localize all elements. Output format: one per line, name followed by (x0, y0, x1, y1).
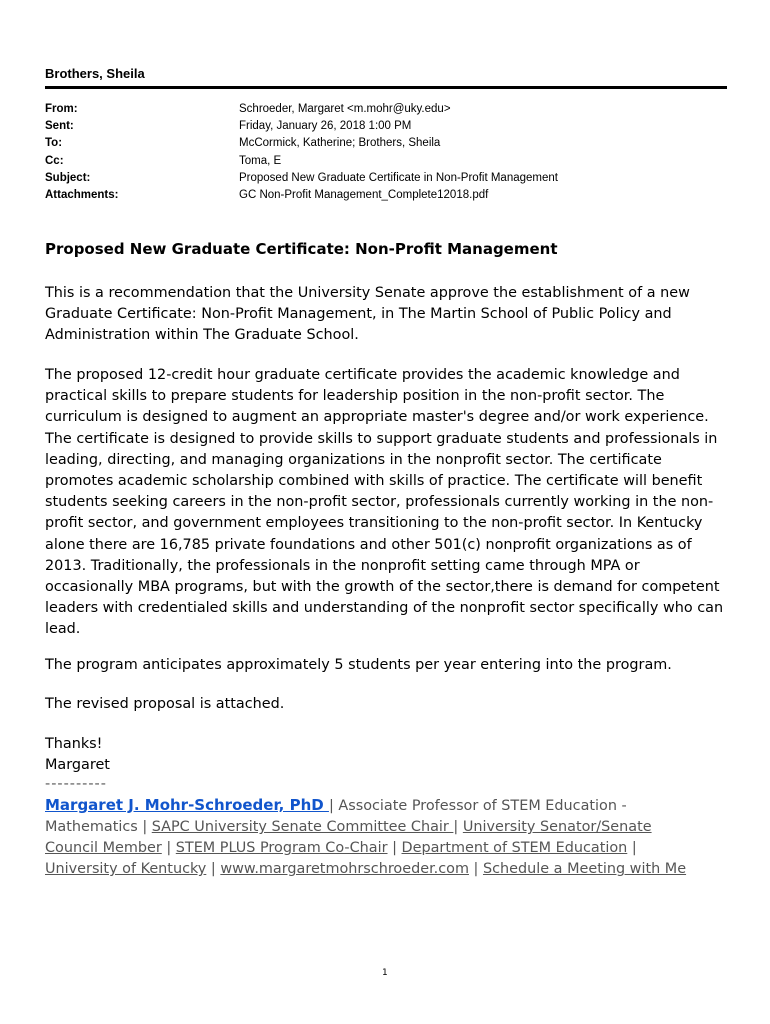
sapc-chair-link[interactable]: SAPC University Senate Committee Chair (151, 819, 454, 835)
thanks-line: Thanks! (45, 736, 103, 752)
cc-value: Toma, E (239, 154, 282, 167)
separator: | (453, 819, 463, 835)
separator: | (387, 840, 402, 856)
schedule-meeting-link[interactable]: Schedule a Meeting with Me (482, 861, 687, 877)
email-signature (45, 774, 705, 880)
to-value: McCormick, Katherine; Brothers, Sheila (239, 137, 441, 150)
subject-label: Subject: (45, 171, 91, 184)
mailbox-owner: Brothers, Sheila (45, 66, 145, 81)
closing (45, 734, 725, 776)
senate-council-link[interactable]: University Senator/Senate Council Member (45, 819, 652, 856)
separator: | (627, 840, 637, 856)
separator: | (468, 861, 483, 877)
paragraph-description: The proposed 12-credit hour graduate certificate provides the academic knowledge and practical skills to prepare students for leadership position in the non-profit sector. The curriculum is designed to augment an appropriate master's degree and/or work experience. The certificate is designed to provide skills to support graduate students and professionals in leading, directing, and managing organizations in the nonprofit sector. The certificate promotes academic scholarship combined with skills of practice. The certificate will benefit students seeking careers in the non-profit sector, professionals currently working in the non-profit sector, and government employees transitioning to the non-profit sector. In Kentucky alone there are 16,785 private foundations and other 501(c) nonprofit organizations as of 2013. Traditionally, the professionals in the nonprofit setting came through MPA or occasionally MBA programs, but with the growth of the sector,there is demand for competent leaders with credentialed skills and understanding of the nonprofit sector specifically who can lead. (45, 367, 724, 638)
signature-name-link[interactable]: Margaret J. Mohr-Schroeder, PhD (45, 796, 329, 814)
attachments-label: Attachments: (45, 188, 119, 201)
subject-value: Proposed New Graduate Certificate in Non-Profit Management (239, 171, 558, 184)
university-link[interactable]: University of Kentucky (45, 861, 207, 877)
separator: | (137, 819, 152, 835)
from-value: Schroeder, Margaret <m.mohr@uky.edu> (239, 103, 451, 115)
page-number: 1 (382, 968, 388, 978)
separator: | (206, 861, 221, 877)
website-link[interactable]: www.margaretmohrschroeder.com (220, 861, 469, 877)
paragraph-attachment-note: The revised proposal is attached. (45, 696, 285, 712)
stem-plus-link[interactable]: STEM PLUS Program Co-Chair (175, 840, 388, 856)
separator: | (161, 840, 176, 856)
to-label: To: (45, 137, 63, 150)
header-divider (45, 86, 727, 89)
department-link[interactable]: Department of STEM Education (401, 840, 628, 856)
from-label: From: (45, 103, 78, 115)
signoff-name: Margaret (45, 757, 110, 774)
attachments-value: GC Non-Profit Management_Complete12018.pdf (239, 188, 489, 201)
paragraph-recommendation: This is a recommendation that the University Senate approve the establishment of a new Graduate Certificate: Non-Profit Management, in The Martin School of Public Policy and Administration within The Graduate School. (45, 285, 690, 344)
paragraph-enrollment: The program anticipates approximately 5 students per year entering into the program. (45, 657, 672, 673)
separator: | (328, 798, 339, 814)
message-title: Proposed New Graduate Certificate: Non-Profit Management (45, 240, 558, 258)
signature-title: Associate Professor of STEM Education - Mathematics (45, 798, 627, 835)
cc-label: Cc: (45, 154, 64, 167)
sent-label: Sent: (45, 120, 74, 133)
signature-separator: ---------- (45, 776, 107, 792)
sent-value: Friday, January 26, 2018 1:00 PM (239, 120, 412, 133)
